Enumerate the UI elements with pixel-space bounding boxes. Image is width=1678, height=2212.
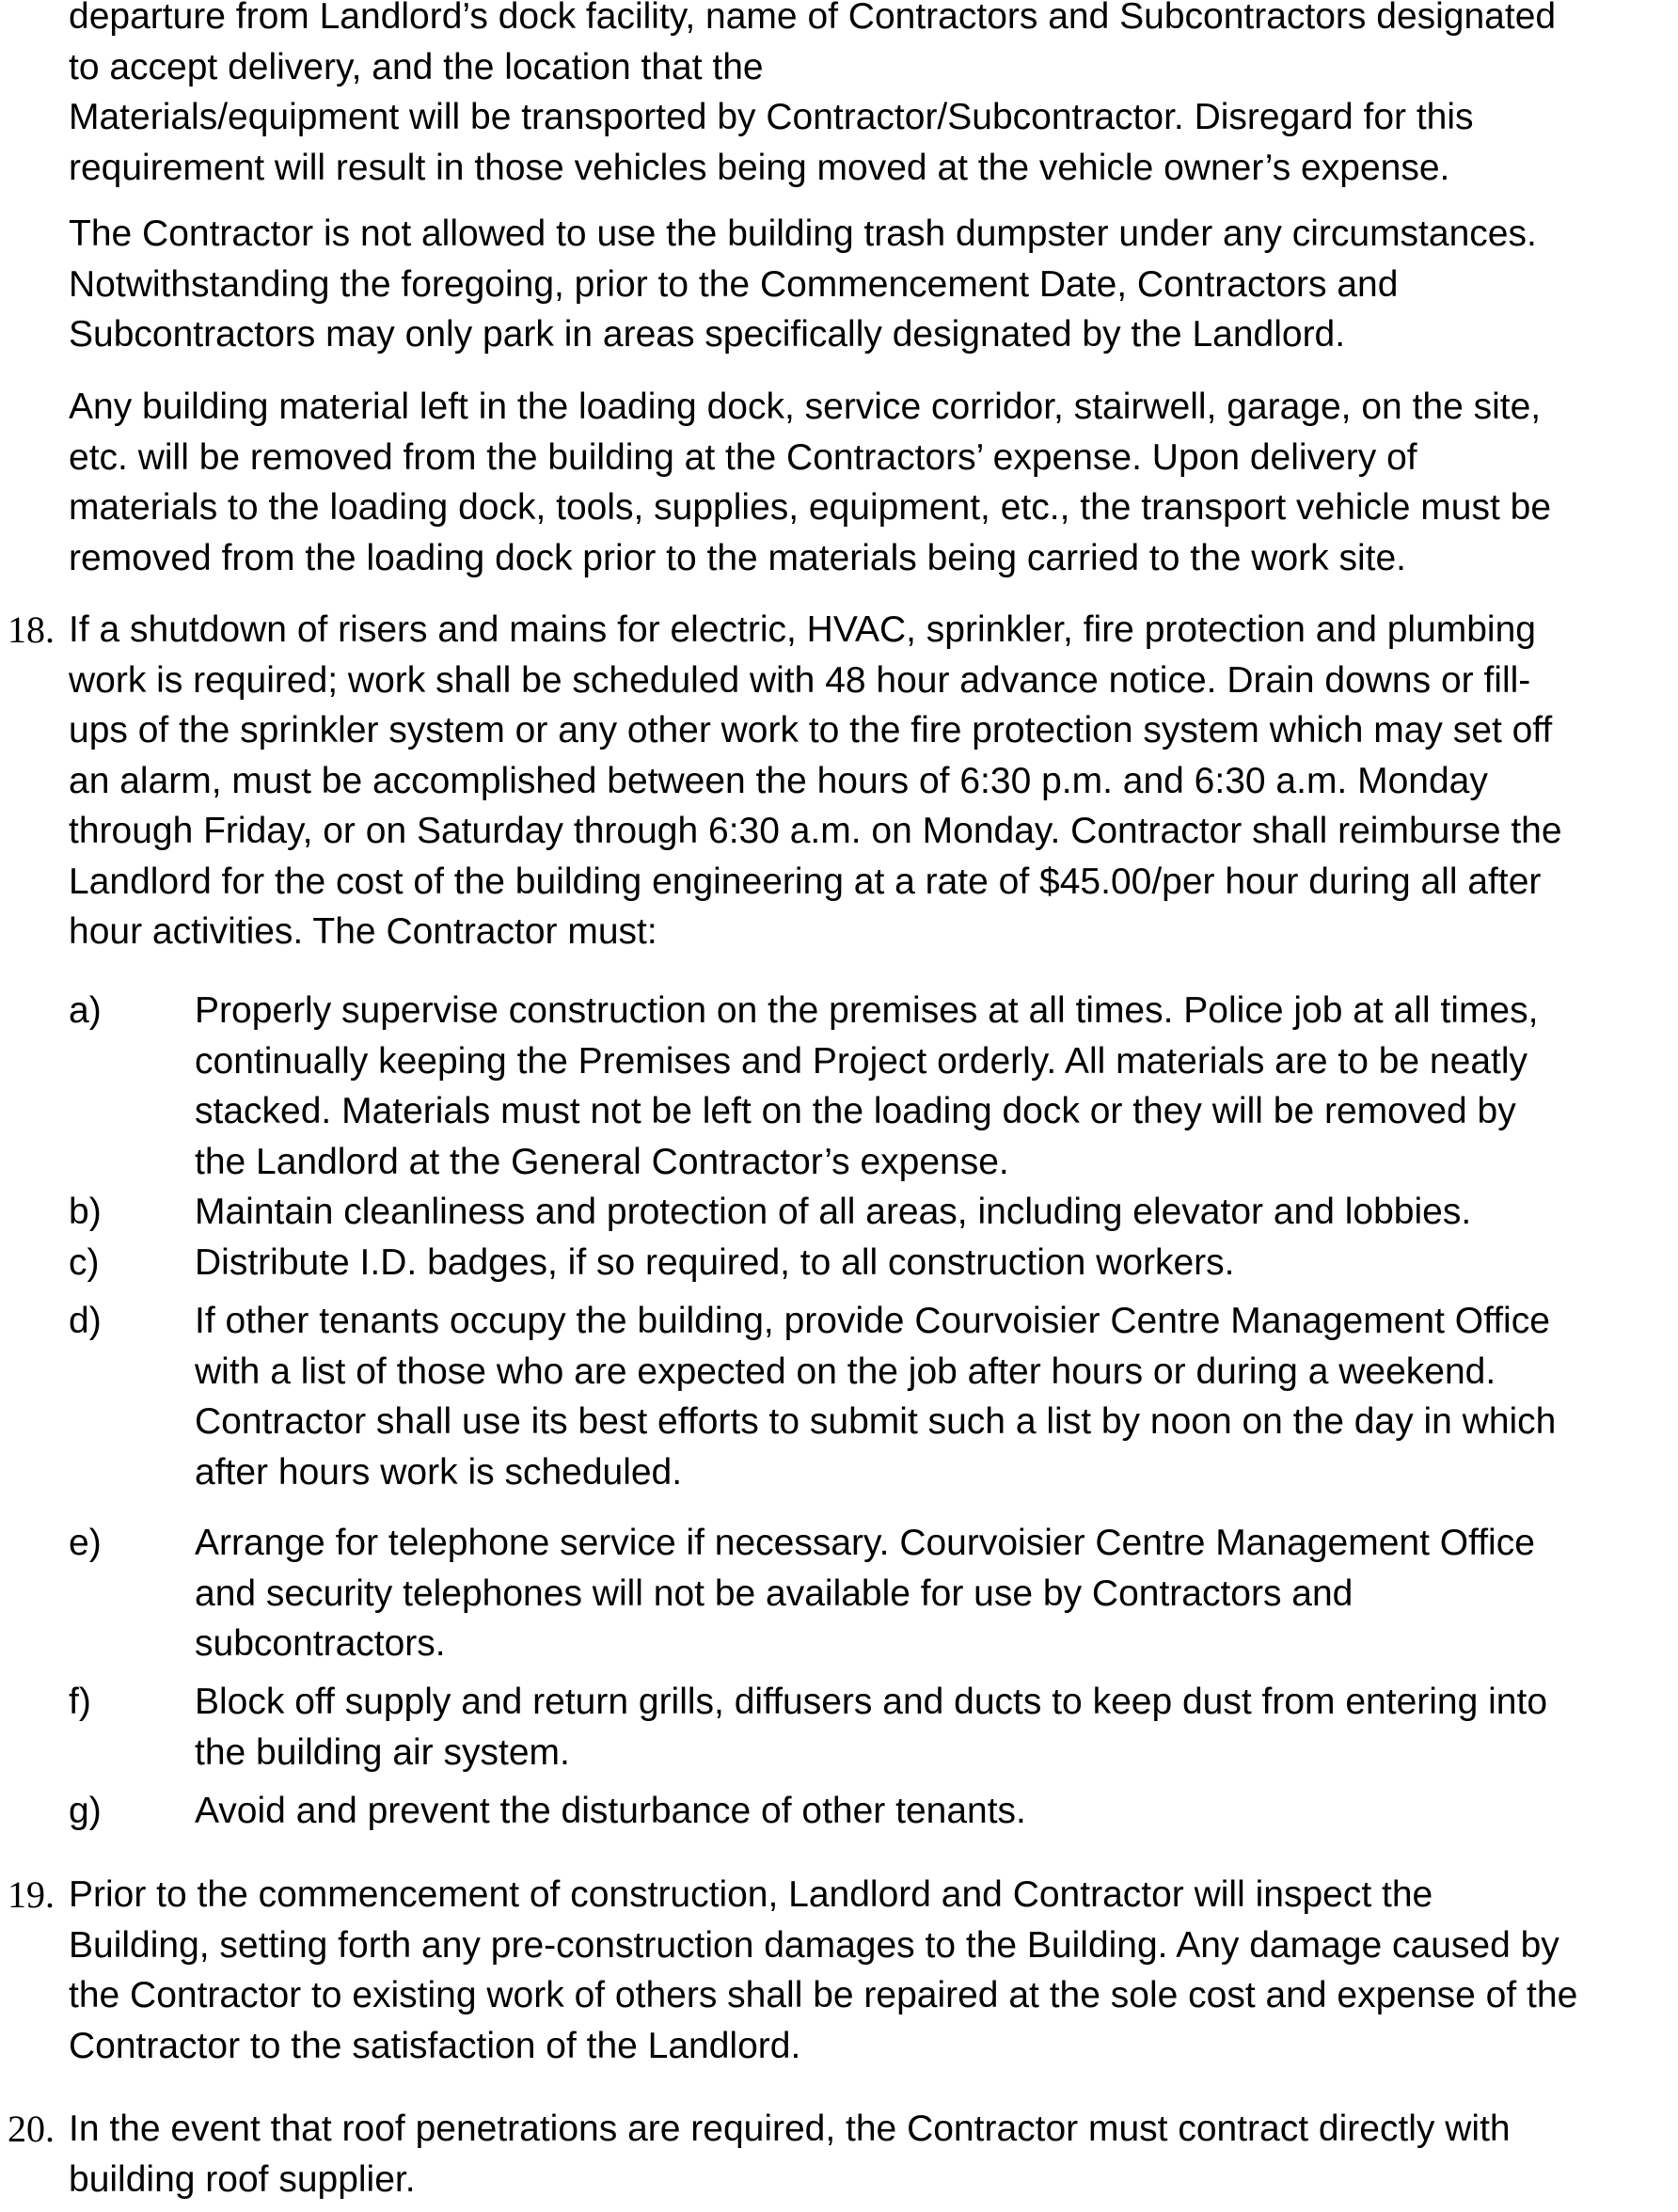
- paragraph-building-material: Any building material left in the loading dock, service corridor, stairwell, garage, on the site, etc. will be removed from the building at the Contractors’ expense. Upon delivery of materials to the loading dock, tools, supplies, equipment, etc., the transport vehicle must be removed from the loading dock prior to the materials being carried to the work site.: [69, 387, 1552, 578]
- list-item-20-text: In the event that roof penetrations are required, the Contractor must contract directly with building roof supplier.: [69, 2109, 1511, 2200]
- subitem-label-a: a): [69, 990, 102, 1031]
- subitem-text-g: Avoid and prevent the disturbance of other tenants.: [195, 1791, 1026, 1831]
- subitem-text-f: Block off supply and return grills, diffusers and ducts to keep dust from entering into the building air system.: [195, 1682, 1548, 1773]
- subitem-label-g: g): [69, 1791, 102, 1831]
- subitem-text-b: Maintain cleanliness and protection of all areas, including elevator and lobbies.: [195, 1192, 1472, 1232]
- list-number-20: 20.: [8, 2108, 55, 2150]
- subitem-text-d: If other tenants occupy the building, provide Courvoisier Centre Management Office with a list of those who are expected on the job after hours or during a weekend. Contractor shall use its best efforts to submit such a list by noon on the day in which after hours work is scheduled.: [195, 1301, 1557, 1493]
- subitem-label-c: c): [69, 1242, 100, 1283]
- subitem-text-e: Arrange for telephone service if necessary. Courvoisier Centre Management Office and security telephones will not be available for use by Contractors and subcontractors.: [195, 1523, 1535, 1664]
- subitem-text-c: Distribute I.D. badges, if so required, to all construction workers.: [195, 1242, 1235, 1283]
- list-number-18: 18.: [8, 608, 55, 651]
- subitem-label-b: b): [69, 1192, 102, 1232]
- list-number-19: 19.: [8, 1873, 55, 1916]
- subitem-label-f: f): [69, 1682, 91, 1722]
- subitem-label-d: d): [69, 1301, 102, 1341]
- list-item-18-text: If a shutdown of risers and mains for electric, HVAC, sprinkler, fire protection and plumbing work is required; work shall be scheduled with 48 hour advance notice. Drain downs or fill- ups of the sprinkler system or any other work to the fire protection system which may set off an alarm, must be accomplished between the hours of 6:30 p.m. and 6:30 a.m. Monday through Friday, or on Saturday through 6:30 a.m. on Monday. Contractor shall reimburse the Landlord for the cost of the building engineering at a rate of $45.00/per hour during all after hour activities. The Contractor must:: [69, 609, 1562, 952]
- subitem-label-e: e): [69, 1523, 102, 1563]
- paragraph-trash-dumpster: The Contractor is not allowed to use the building trash dumpster under any circumstances. Notwithstanding the foregoing, prior to the Commencement Date, Contractors and Subcontractors may only park in areas specifically designated by the Landlord.: [69, 213, 1537, 355]
- paragraph-continuation-delivery: departure from Landlord’s dock facility, name of Contractors and Subcontractors designated to accept delivery, and the location that the Materials/equipment will be transported by Contractor/Subcontractor. Disregard for this requirement will result in those vehicles being moved at the vehicle owner’s expense.: [69, 0, 1557, 188]
- list-item-19-text: Prior to the commencement of construction, Landlord and Contractor will inspect the Building, setting forth any pre-construction damages to the Building. Any damage caused by the Contractor to existing work of others shall be repaired at the sole cost and expense of the Contractor to the satisfaction of the Landlord.: [69, 1874, 1578, 2066]
- subitem-text-a: Properly supervise construction on the premises at all times. Police job at all times, continually keeping the Premises and Project orderly. All materials are to be neatly stacked. Materials must not be left on the loading dock or they will be removed by the Landlord at the General Contractor’s expense.: [195, 990, 1539, 1182]
